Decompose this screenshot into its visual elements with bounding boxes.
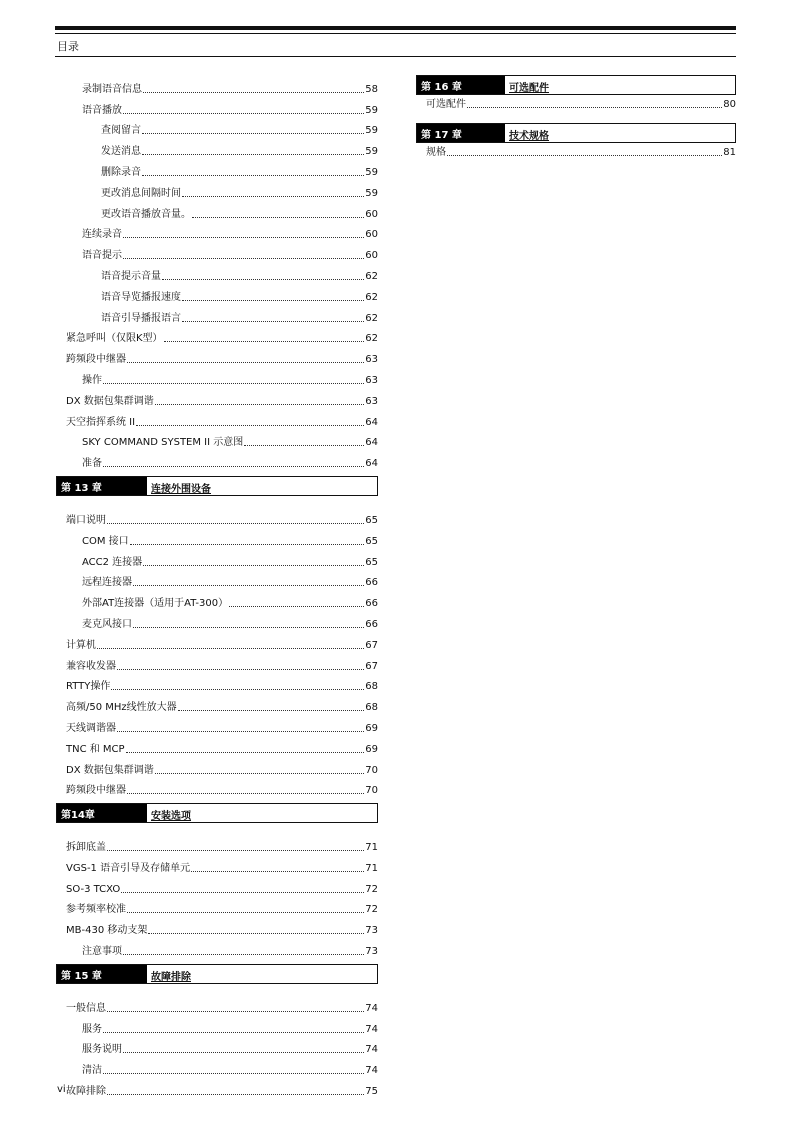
toc-leader-dots [123, 258, 364, 259]
toc-entry-page: 58 [365, 83, 378, 95]
toc-entry[interactable] [66, 735, 378, 756]
toc-entry-label: 跨频段中继器 [66, 785, 126, 797]
toc-leader-dots [127, 793, 364, 794]
toc-entry-label: TNC 和 MCP [66, 743, 125, 755]
page-number: vi [57, 1084, 66, 1095]
toc-leader-dots [182, 300, 364, 301]
toc-entry-label: 规格 [426, 147, 446, 158]
toc-entry[interactable] [66, 75, 378, 96]
toc-leader-dots [133, 585, 364, 586]
toc-entry-page: 62 [365, 333, 378, 345]
toc-leader-dots [103, 466, 364, 467]
toc-entry-page: 70 [365, 764, 378, 776]
toc-entry-label: 端口说明 [66, 514, 106, 526]
toc-entry[interactable] [66, 262, 378, 283]
toc-entry-page: 60 [365, 250, 378, 262]
toc-entry-label: VGS-1 语音引导及存储单元 [66, 862, 191, 874]
toc-entry[interactable] [66, 304, 378, 325]
toc-entry-label: 连续录音 [82, 229, 122, 241]
toc-leader-dots [130, 544, 365, 545]
chapter-title[interactable]: 可选配件 [509, 83, 549, 94]
chapter-title[interactable]: 技术规格 [509, 131, 549, 142]
toc-entry-page: 80 [723, 99, 736, 110]
toc-entry-page: 64 [365, 437, 378, 449]
toc-entry-page: 60 [365, 229, 378, 241]
toc-entry[interactable] [66, 158, 378, 179]
toc-entry-label: 语音引导播报语言 [101, 312, 181, 324]
toc-leader-dots [123, 237, 364, 238]
toc-entry-label: 天空指挥系统 II [66, 416, 136, 428]
toc-entry-label: 计算机 [66, 639, 96, 651]
toc-entry-label: 准备 [82, 458, 102, 470]
toc-entry-label: 语音提示 [82, 250, 122, 262]
toc-leader-dots [142, 154, 364, 155]
chapter-title[interactable]: 故障排除 [151, 972, 191, 984]
toc-entry-page: 75 [365, 1086, 378, 1098]
toc-entry[interactable] [66, 673, 378, 694]
chapter-heading [416, 75, 736, 95]
toc-entry[interactable] [66, 241, 378, 262]
toc-leader-dots [103, 1032, 364, 1033]
toc-entry[interactable] [66, 408, 378, 429]
toc-leader-dots [121, 892, 364, 893]
toc-entry-page: 70 [365, 785, 378, 797]
toc-entry[interactable] [66, 1077, 378, 1098]
toc-entry-page: 68 [365, 681, 378, 693]
toc-entry-page: 59 [365, 104, 378, 116]
toc-entry[interactable] [66, 366, 378, 387]
toc-entry[interactable] [66, 589, 378, 610]
toc-entry-page: 60 [365, 208, 378, 220]
toc-entry[interactable] [66, 117, 378, 138]
chapter-number: 第 17 章 [417, 124, 505, 142]
toc-entry[interactable] [66, 506, 378, 527]
toc-entry[interactable] [66, 610, 378, 631]
toc-leader-dots [178, 710, 365, 711]
toc-entry[interactable] [66, 714, 378, 735]
toc-entry[interactable] [66, 179, 378, 200]
toc-leader-dots [107, 850, 364, 851]
toc-entry-label: 兼容收发器 [66, 660, 116, 672]
toc-leader-dots [133, 627, 364, 628]
toc-entry-page: 72 [365, 883, 378, 895]
toc-entry-label: SKY COMMAND SYSTEM II 示意图 [82, 437, 244, 449]
toc-entry-label: 删除录音 [101, 166, 141, 178]
toc-entry-label: 语音播放 [82, 104, 122, 116]
toc-entry-page: 68 [365, 702, 378, 714]
toc-entry-page: 71 [365, 842, 378, 854]
toc-entry-label: 服务 [82, 1023, 102, 1035]
toc-entry-page: 62 [365, 270, 378, 282]
toc-leader-dots [148, 933, 364, 934]
toc-entry[interactable] [66, 875, 378, 896]
chapter-number: 第 16 章 [417, 76, 505, 94]
toc-entry-label: COM 接口 [82, 535, 129, 547]
page-header-title: 目录 [57, 40, 79, 53]
toc-entry-label: 语音提示音量 [101, 270, 161, 282]
chapter-heading [56, 964, 378, 984]
toc-leader-dots [107, 1094, 364, 1095]
toc-leader-dots [162, 279, 364, 280]
toc-entry-label: 更改语音播放音量。 [101, 208, 191, 220]
toc-leader-dots [467, 107, 722, 108]
toc-entry-page: 81 [723, 147, 736, 158]
toc-leader-dots [244, 445, 364, 446]
toc-entry[interactable] [66, 569, 378, 590]
toc-entry[interactable] [66, 777, 378, 798]
toc-entry-page: 71 [365, 862, 378, 874]
toc-entry-label: 发送消息 [101, 146, 141, 158]
toc-entry-label: 一般信息 [66, 1002, 106, 1014]
toc-entry-page: 66 [365, 598, 378, 610]
toc-entry-label: 外部AT连接器（适用于AT-300） [82, 598, 229, 610]
toc-entry[interactable] [66, 652, 378, 673]
toc-entry-label: 拆卸底盖 [66, 842, 106, 854]
toc-leader-dots [142, 175, 364, 176]
toc-right-column [416, 75, 736, 159]
toc-entry[interactable] [66, 527, 378, 548]
toc-entry[interactable] [66, 429, 378, 450]
toc-leader-dots [229, 606, 364, 607]
toc-entry-page: 59 [365, 166, 378, 178]
toc-entry-page: 69 [365, 722, 378, 734]
toc-leader-dots [447, 155, 722, 156]
toc-leader-dots [123, 1052, 364, 1053]
toc-entry-label: MB-430 移动支架 [66, 925, 148, 937]
toc-leader-dots [123, 954, 364, 955]
toc-entry-label: SO-3 TCXO [66, 883, 121, 895]
header-rule-thick [55, 26, 736, 30]
toc-entry-page: 67 [365, 639, 378, 651]
toc-entry-label: 麦克风接口 [82, 618, 132, 630]
toc-entry-page: 62 [365, 291, 378, 303]
toc-entry-page: 63 [365, 395, 378, 407]
toc-entry-label: 故障排除 [66, 1086, 106, 1098]
toc-entry[interactable] [66, 916, 378, 937]
chapter-title[interactable]: 连接外围设备 [151, 484, 211, 496]
toc-leader-dots [143, 565, 364, 566]
toc-entry[interactable] [66, 325, 378, 346]
toc-entry[interactable] [426, 143, 736, 159]
toc-leader-dots [117, 731, 364, 732]
toc-entry-page: 74 [365, 1044, 378, 1056]
toc-entry-label: 天线调谐器 [66, 722, 116, 734]
toc-entry-page: 62 [365, 312, 378, 324]
toc-leader-dots [136, 425, 364, 426]
toc-entry-page: 59 [365, 146, 378, 158]
toc-entry-page: 59 [365, 125, 378, 137]
toc-entry-label: 注意事项 [82, 946, 122, 958]
toc-entry[interactable] [66, 548, 378, 569]
toc-entry-label: 参考频率校准 [66, 904, 126, 916]
toc-entry-label: DX 数据包集群调谐 [66, 764, 154, 776]
toc-entry[interactable] [66, 833, 378, 854]
header-rule-bottom [55, 56, 736, 57]
toc-entry-page: 72 [365, 904, 378, 916]
toc-entry[interactable] [66, 345, 378, 366]
toc-entry[interactable] [66, 283, 378, 304]
toc-leader-dots [97, 648, 364, 649]
toc-entry-label: DX 数据包集群调谐 [66, 395, 154, 407]
toc-entry[interactable] [66, 937, 378, 958]
toc-leader-dots [117, 669, 364, 670]
toc-entry[interactable] [66, 756, 378, 777]
toc-entry-label: 紧急呼叫（仅限K型） [66, 333, 163, 345]
toc-entry-label: ACC2 连接器 [82, 556, 143, 568]
chapter-number: 第 15 章 [57, 965, 147, 983]
toc-entry[interactable] [66, 96, 378, 117]
toc-entry-page: 64 [365, 458, 378, 470]
toc-entry-page: 59 [365, 187, 378, 199]
chapter-title[interactable]: 安装选项 [151, 811, 191, 823]
toc-entry-label: 可选配件 [426, 99, 466, 110]
toc-leader-dots [182, 321, 364, 322]
toc-leader-dots [107, 1011, 364, 1012]
toc-leader-dots [126, 752, 365, 753]
toc-leader-dots [142, 133, 364, 134]
toc-entry[interactable] [66, 137, 378, 158]
toc-entry-page: 73 [365, 925, 378, 937]
toc-entry-label: 查阅留言 [101, 125, 141, 137]
toc-leader-dots [164, 341, 365, 342]
toc-entry-page: 63 [365, 354, 378, 366]
toc-entry-label: 清洁 [82, 1065, 102, 1077]
toc-entry[interactable] [66, 449, 378, 470]
toc-entry-page: 73 [365, 946, 378, 958]
toc-entry-page: 66 [365, 618, 378, 630]
toc-entry[interactable] [66, 1015, 378, 1036]
toc-entry[interactable] [66, 631, 378, 652]
toc-entry-label: 远程连接器 [82, 577, 132, 589]
toc-leader-dots [107, 523, 364, 524]
toc-entry-label: 高频/50 MHz线性放大器 [66, 702, 177, 714]
toc-entry-label: 录制语音信息 [82, 83, 142, 95]
toc-entry[interactable] [66, 854, 378, 875]
chapter-number: 第14章 [57, 804, 147, 822]
toc-leader-dots [123, 113, 364, 114]
toc-entry-page: 64 [365, 416, 378, 428]
toc-entry-page: 67 [365, 660, 378, 672]
toc-entry-page: 74 [365, 1065, 378, 1077]
toc-entry[interactable] [66, 1036, 378, 1057]
toc-entry-label: 语音导览播报速度 [101, 291, 181, 303]
toc-entry[interactable] [66, 387, 378, 408]
toc-leader-dots [143, 92, 364, 93]
toc-entry-page: 69 [365, 743, 378, 755]
toc-entry-page: 74 [365, 1023, 378, 1035]
toc-entry-page: 65 [365, 535, 378, 547]
toc-entry-label: 跨频段中继器 [66, 354, 126, 366]
toc-entry[interactable] [66, 221, 378, 242]
toc-leader-dots [103, 383, 364, 384]
toc-entry-label: 服务说明 [82, 1044, 122, 1056]
toc-leader-dots [192, 217, 364, 218]
toc-entry-label: RTTY操作 [66, 681, 111, 693]
toc-leader-dots [127, 362, 364, 363]
toc-leader-dots [155, 404, 365, 405]
toc-entry[interactable] [66, 693, 378, 714]
toc-leader-dots [182, 196, 364, 197]
toc-entry[interactable] [66, 200, 378, 221]
toc-entry[interactable] [66, 1056, 378, 1077]
chapter-heading [56, 803, 378, 823]
toc-leader-dots [127, 912, 364, 913]
toc-leader-dots [191, 871, 364, 872]
toc-entry-page: 74 [365, 1002, 378, 1014]
chapter-heading [56, 476, 378, 496]
toc-entry[interactable] [66, 896, 378, 917]
toc-entry-label: 操作 [82, 374, 102, 386]
toc-leader-dots [103, 1073, 364, 1074]
chapter-heading [416, 123, 736, 143]
toc-entry[interactable] [66, 994, 378, 1015]
toc-entry-page: 65 [365, 514, 378, 526]
toc-entry[interactable] [426, 95, 736, 111]
header-rule-thin [55, 33, 736, 34]
chapter-number: 第 13 章 [57, 477, 147, 495]
toc-entry-page: 63 [365, 374, 378, 386]
toc-entry-page: 65 [365, 556, 378, 568]
toc-entry-page: 66 [365, 577, 378, 589]
toc-entry-label: 更改消息间隔时间 [101, 187, 181, 199]
toc-leader-dots [155, 773, 365, 774]
toc-leader-dots [111, 689, 364, 690]
